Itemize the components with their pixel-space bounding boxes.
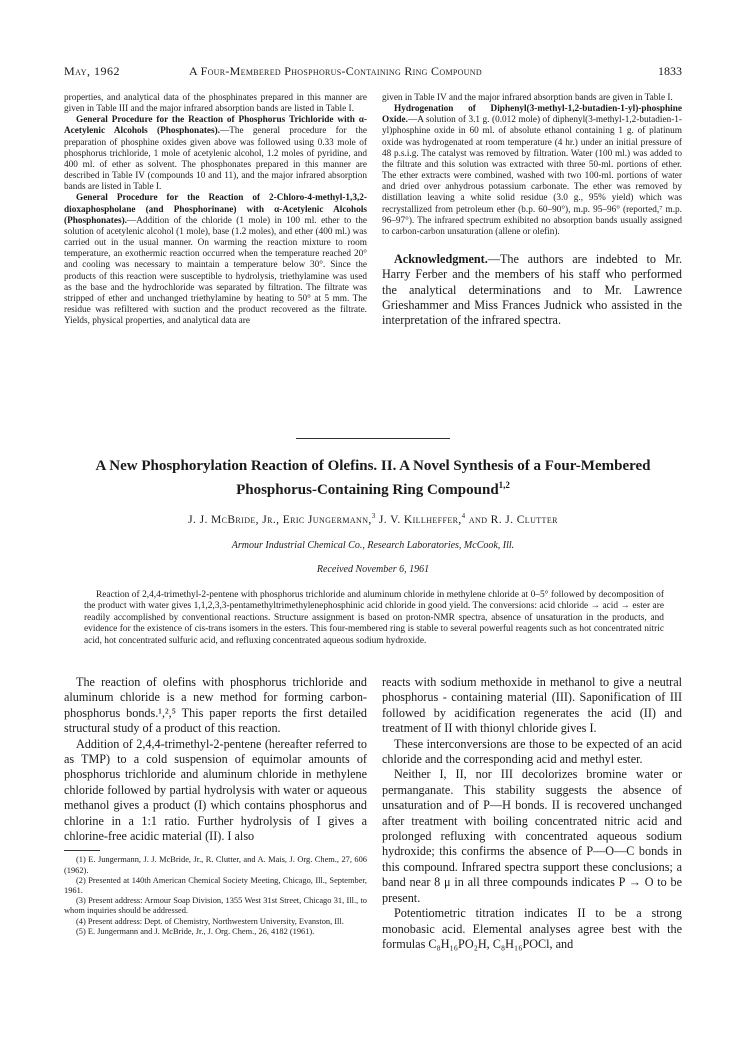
- paragraph-heading: General Procedure for the Reaction of Phosphorus Trichloride with α-Acetylenic Alcohols (Phosphonates).: [64, 115, 367, 137]
- footnote: (3) Present address: Armour Soap Division, 1355 West 31st Street, Chicago 31, Ill., to whom inquiries should be addressed.: [64, 896, 367, 916]
- paragraph: Hydrogenation of Diphenyl(3-methyl-1,2-butadien-1-yl)-phosphine Oxide.—A solution of 3.1 g. (0.012 mole) of diphenyl(3-methyl-1,2-butadien-1-yl)phosphine oxide in 60 ml. of absolute ethanol containing 1 g. of platinum oxide was hydrogenated at room temperature (4 hr.) under an initial pressure of 48 p.s.i.g. The catalyst was removed by filtration. Water (100 ml.) was added to the filtrate and this solution was extracted with three 50-ml. portions of ether. The ether extracts were combined, washed with two 100-ml. portions of water and dried over anhydrous potassium carbonate. The ether was removed by distillation leaving a white solid residue (3.0 g., 95% yield) which was recrystallized from petroleum ether (b.p. 60–90°), m.p. 95–96° (reported,⁷ m.p. 96–97°). The infrared spectrum exhibited no absorption bands usually assigned to carbon-carbon unsaturation (allene or olefin).: [382, 104, 682, 237]
- acknowledgment-heading: Acknowledgment.: [394, 252, 488, 267]
- previous-article-right-column: [382, 93, 682, 329]
- title-footnote-ref: 1,2: [498, 479, 510, 490]
- paragraph: properties, and analytical data of the phosphinates prepared in this manner are given in Table III and the major infrared absorption bands are listed in Table I.: [64, 93, 367, 115]
- abstract: Reaction of 2,4,4-trimethyl-2-pentene with phosphorus trichloride and aluminum chloride in methylene chloride at 0–5° followed by decomposition of the product with water gives 1,1,2,3,3-pentamethyltrimethylenephosphinic acid chloride in good yield. The conversions: acid chloride → acid → ester are readily accomplished by conventional reactions. Structure assignment is based on proton-NMR spectra, absence of unsaturation in the products, and evidence for the existence of cis-trans isomers in the esters. This four-membered ring is stable to several powerful reagents such as hot concentrated nitric acid, hot concentrated sulfuric acid, and refluxing concentrated aqueous sodium hydroxide.: [84, 590, 664, 646]
- header-running-title: A Four-Membered Phosphorus-Containing Ring Compound: [189, 64, 482, 78]
- paragraph: General Procedure for the Reaction of 2-Chloro-4-methyl-1,3,2-dioxaphospholane (and Phosphorinane) with α-Acetylenic Alcohols (Phosphonates).—Addition of the chloride (1 mole) in 100 ml. ether to the solution of acetylenic alcohol (1 mole), base (1.2 moles), and ether (400 ml.) was carried out in the usual manner. On warming the reaction mixture to room temperature, an exothermic reaction occurred when the temperature reached 20° and cooling was necessary to maintain a temperature below 30°. Since the products of this reaction were susceptible to hydrolysis, triethylamine was used as the base and the hydrochloride was separated by filtration. The filtrate was stripped of ether and unchanged triethylamine by heating to 50° at 5 mm. The residue was refiltered with suction and the product recovered as the filtrate. Yields, physical properties, and analytical data are: [64, 193, 367, 327]
- article-body-right-column: [382, 675, 682, 952]
- section-divider: [296, 438, 450, 439]
- footnote: (2) Presented at 140th American Chemical Society Meeting, Chicago, Ill., September, 1961.: [64, 875, 367, 896]
- paragraph-heading: General Procedure for the Reaction of 2-Chloro-4-methyl-1,3,2-dioxaphospholane (and Phosphorinane) with α-Acetylenic Alcohols (Phosphonates).: [64, 193, 367, 226]
- paragraph: reacts with sodium methoxide in methanol to give a neutral phosphorus - containing material (III). Saponification of III followed by acidification regenerates the acid (II) and treatment of II with thionyl chloride gives I.: [382, 675, 682, 736]
- paragraph-heading: Hydrogenation of Diphenyl(3-methyl-1,2-butadien-1-yl)-phosphine Oxide.: [382, 104, 682, 126]
- paragraph: The reaction of olefins with phosphorus trichloride and aluminum chloride is a new method for forming carbon-phosphorus bonds.¹,²,⁵ This paper reports the first detailed structural study of a product of this reaction.: [64, 675, 367, 736]
- previous-article-left-column: [64, 93, 367, 327]
- author-list: [64, 512, 682, 526]
- author: Eric Jungermann,$^3$: [282, 512, 376, 526]
- header-page-number: 1833: [658, 64, 682, 78]
- running-header: [64, 64, 682, 80]
- footnotes: [64, 855, 367, 937]
- paragraph: Addition of 2,4,4-trimethyl-2-pentene (hereafter referred to as TMP) to a cold suspension of equimolar amounts of phosphorus trichloride and aluminum chloride in methylene chloride followed by partial hydrolysis with water or aqueous methanol gives a product (I) which contains phosphorus and chlorine in a 1:1 ratio. Further hydrolysis of I gives a chlorine-free acidic material (II). I also: [64, 736, 367, 844]
- paragraph: Neither I, II, nor III decolorizes bromine water or permanganate. This stability suggests the absence of unsaturation and of P—H bonds. II is recovered unchanged after treatment with boiling concentrated nitric acid and prolonged refluxing with concentrated aqueous sodium hydroxide; this confirms the absence of P—O—C bonds in this compound. Infrared spectra support these conclusions; a band near 8 μ in all three compounds indicates P → O to be present.: [382, 767, 682, 905]
- footnote-divider: [64, 850, 100, 851]
- received-date: Received November 6, 1961: [316, 564, 430, 575]
- footnote: (5) E. Jungermann and J. McBride, Jr., J. Org. Chem., 26, 4182 (1961).: [76, 926, 315, 936]
- paragraph: Potentiometric titration indicates II to be a strong monobasic acid. Elemental analyses agree best with the formulas C₈H₁₆PO₂H, C₈H₁₆POCl, and: [382, 906, 682, 951]
- header-date: May, 1962: [64, 64, 120, 78]
- acknowledgment: Acknowledgment.—The authors are indebted to Mr. Harry Ferber and the members of his staff who performed the analytical determinations and to Mr. Lawrence Grieshammer and Miss Frances Judnick who assisted in the interpretation of the infrared spectra.: [382, 252, 682, 328]
- article-title: A New Phosphorylation Reaction of Olefins. II. A Novel Synthesis of a Four-Membered Phosphorus-Containing Ring Compound$^{1,2}$: [95, 458, 651, 498]
- author: J. J. McBride, Jr.,: [188, 513, 280, 526]
- author: J. V. Killheffer,$^4$: [378, 512, 466, 526]
- author: and R. J. Clutter: [468, 513, 558, 526]
- article-body-left-column: [64, 675, 367, 937]
- paragraph: given in Table IV and the major infrared absorption bands are given in Table I.: [382, 93, 673, 103]
- paragraph: General Procedure for the Reaction of Phosphorus Trichloride with α-Acetylenic Alcohols (Phosphonates).—The general procedure for the preparation of phosphine oxides given above was followed using 0.33 mole of phosphorus trichloride, 1 mole of acetylenic alcohol, 1.2 moles of pyridine, and 400 ml. of ether as solvent. The phosphonates prepared in this manner are described in Table IV (compounds 10 and 11), and the major infrared absorption bands are listed in Table I.: [64, 115, 367, 193]
- footnote: (4) Present address: Dept. of Chemistry, Northwestern University, Evanston, Ill.: [76, 916, 344, 926]
- footnote: (1) E. Jungermann, J. J. McBride, Jr., R. Clutter, and A. Mais, J. Org. Chem., 27, 606 (1962).: [64, 855, 367, 875]
- paragraph: These interconversions are those to be expected of an acid chloride and the corresponding acid and methyl ester.: [382, 736, 682, 767]
- affiliation: Armour Industrial Chemical Co., Research Laboratories, McCook, Ill.: [231, 540, 515, 551]
